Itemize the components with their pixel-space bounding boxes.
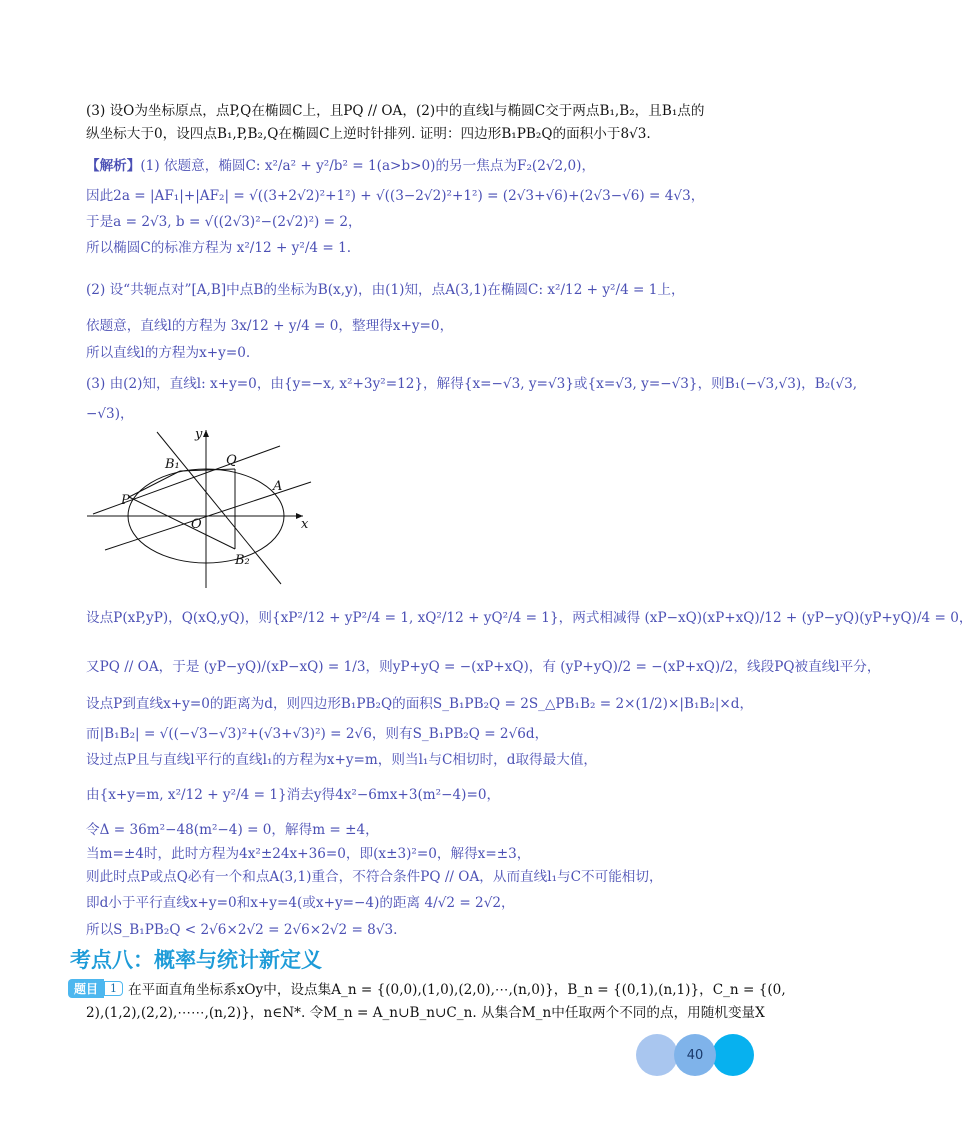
solution-line-18: 则此时点P或点Q必有一个和点A(3,1)重合，不符合条件PQ // OA，从而直线l₁与C不可能相切， <box>86 869 663 885</box>
question-line-2: 2),(1,2),(2,2),⋯⋯,(n,2)}，n∈N*. 令M_n = A_n∪B_n∪C_n. 从集合M_n中任取两个不同的点，用随机变量X <box>86 1005 765 1021</box>
ellipse-figure <box>85 424 325 592</box>
question-badge <box>68 978 123 999</box>
problem-part3-line1: (3) 设O为坐标原点，点P,Q在椭圆C上，且PQ // OA，(2)中的直线l与椭圆C交于两点B₁,B₂，且B₁点的 <box>86 103 705 119</box>
solution-line-9: −√3)， <box>86 406 134 422</box>
label-p: P <box>121 493 130 508</box>
solution-line-15: 由{x+y=m, x²/12 + y²/4 = 1}消去y得4x²−6mx+3(m²−4)=0， <box>86 787 501 803</box>
solution-line-1-text: (1) 依题意，椭圆C: x²/a² + y²/b² = 1(a>b>0)的另一焦点为F₂(2√2,0)， <box>140 158 596 174</box>
label-b1: B₁ <box>165 457 180 472</box>
solution-line-10: 设点P(xP,yP)，Q(xQ,yQ)，则{xP²/12 + yP²/4 = 1, xQ²/12 + yQ²/4 = 1}，两式相减得 (xP−xQ)(xP+xQ)/12 + (yP−yQ)(yP+yQ)/4 = 0， <box>86 610 972 626</box>
label-x: x <box>301 517 309 532</box>
solution-line-4: 所以椭圆C的标准方程为 x²/12 + y²/4 = 1. <box>86 240 352 256</box>
label-o: O <box>191 517 202 532</box>
page-circle-right <box>712 1034 754 1076</box>
label-a: A <box>273 479 283 494</box>
section-heading: 考点八：概率与统计新定义 <box>70 948 322 972</box>
solution-tag: 【解析】 <box>86 158 141 174</box>
solution-line-1 <box>86 156 595 176</box>
solution-line-13: 而|B₁B₂| = √((−√3−√3)²+(√3+√3)²) = 2√6，则有S_B₁PB₂Q = 2√6d， <box>86 726 549 742</box>
question-badge-label: 题目 <box>68 979 104 998</box>
solution-line-2: 因此2a = |AF₁|+|AF₂| = √((3+2√2)²+1²) + √((3−2√2)²+1²) = (2√3+√6)+(2√3−√6) = 4√3， <box>86 188 705 204</box>
solution-line-3: 于是a = 2√3, b = √((2√3)²−(2√2)²) = 2， <box>86 214 362 230</box>
solution-line-6: 依题意，直线l的方程为 3x/12 + y/4 = 0，整理得x+y=0， <box>86 318 454 334</box>
solution-line-12: 设点P到直线x+y=0的距离为d，则四边形B₁PB₂Q的面积S_B₁PB₂Q = 2S_△PB₁B₂ = 2×(1/2)×|B₁B₂|×d， <box>86 696 754 712</box>
question-line-1: 在平面直角坐标系xOy中，设点集A_n = {(0,0),(1,0),(2,0),⋯,(n,0)}，B_n = {(0,1),(n,1)}，C_n = {(0, <box>128 982 786 998</box>
solution-line-7: 所以直线l的方程为x+y=0. <box>86 345 251 361</box>
solution-line-11: 又PQ // OA，于是 (yP−yQ)/(xP−xQ) = 1/3，则yP+yQ = −(xP+xQ)，有 (yP+yQ)/2 = −(xP+xQ)/2，线段PQ被直线l平分， <box>86 659 881 675</box>
solution-line-16: 令Δ = 36m²−48(m²−4) = 0，解得m = ±4， <box>86 822 379 838</box>
solution-line-8: (3) 由(2)知，直线l: x+y=0，由{y=−x, x²+3y²=12}，解得{x=−√3, y=√3}或{x=√3, y=−√3}，则B₁(−√3,√3)，B₂(√3, <box>86 376 858 392</box>
question-badge-number: 1 <box>104 981 123 996</box>
label-q: Q <box>226 453 237 468</box>
page-circle-left <box>636 1034 678 1076</box>
y-axis-arrow <box>203 430 209 437</box>
segment-b1-p <box>129 471 180 497</box>
segment-p-b2 <box>129 497 235 549</box>
solution-line-17: 当m=±4时，此时方程为4x²±24x+36=0，即(x±3)²=0，解得x=±3， <box>86 846 531 862</box>
solution-line-19: 即d小于平行直线x+y=0和x+y=4(或x+y=−4)的距离 4/√2 = 2√2， <box>86 895 515 911</box>
solution-line-5: (2) 设“共轭点对”[A,B]中点B的坐标为B(x,y)，由(1)知，点A(3,1)在椭圆C: x²/12 + y²/4 = 1上， <box>86 282 685 298</box>
line-l <box>157 432 281 584</box>
page-number: 40 <box>674 1034 716 1076</box>
label-y: y <box>195 427 203 442</box>
page-number-decoration <box>636 1034 756 1080</box>
label-b2: B₂ <box>235 553 250 568</box>
solution-line-14: 设过点P且与直线l平行的直线l₁的方程为x+y=m，则当l₁与C相切时，d取得最大值， <box>86 752 598 768</box>
solution-line-20: 所以S_B₁PB₂Q < 2√6×2√2 = 2√6×2√2 = 8√3. <box>86 922 398 938</box>
problem-part3-line2: 纵坐标大于0，设四点B₁,P,B₂,Q在椭圆C上逆时针排列. 证明：四边形B₁PB₂Q的面积小于8√3. <box>86 126 651 142</box>
